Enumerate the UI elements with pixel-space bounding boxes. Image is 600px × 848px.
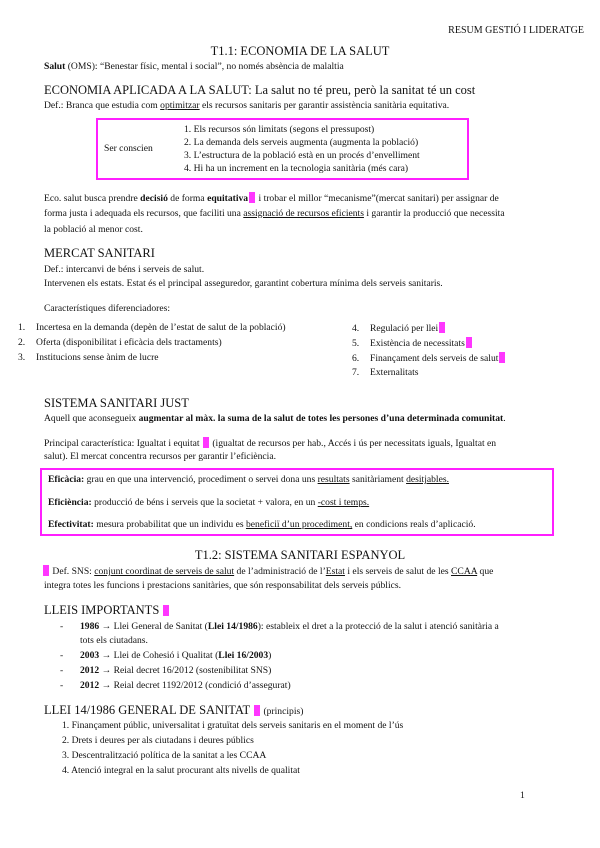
highlight-mark (163, 605, 169, 616)
llei-item: - 2012 → Reial decret 1192/2012 (condició d’assegurat) (60, 680, 291, 691)
caract-item (352, 322, 446, 335)
caract-item (352, 367, 418, 379)
text: ): estableix el dret a la protecció de la salut i atenció sanitària a (257, 621, 499, 632)
ser-conscien-item: 2. La demanda dels serveis augmenta (augmenta la població) (184, 137, 419, 148)
item-number: 6. (352, 353, 360, 364)
underlined: -cost i temps. (317, 497, 370, 508)
llei-item: - 1986 → Llei General de Sanitat (Llei 14/1986): estableix el dret a la protecció de la salut i atenció sanitària a (60, 621, 499, 632)
caract-item (18, 352, 159, 364)
item-text: Institucions sense ànim de lucre (36, 352, 159, 363)
def-post: els recursos sanitaris per garantir assistència sanitària equitativa. (199, 100, 450, 111)
item-number: 3. (18, 352, 26, 363)
text: que (477, 566, 494, 577)
principi-item: 2. Drets i deures per als ciutadans i deures públics (62, 735, 254, 746)
mercat-intervenen: Intervenen els estats. Estat és el principal asseguredor, garantint cobertura mínima dels serveis sanitaris. (44, 278, 443, 289)
text: en condicions reals d’aplicació. (352, 519, 476, 530)
year: 2003 (80, 650, 100, 661)
llei1986-heading (44, 703, 303, 718)
highlight-mark (439, 322, 445, 333)
bold-text: augmentar al màx. la suma de la salut de totes les persones d’una determinada comunitat (138, 413, 504, 424)
highlight-mark (203, 437, 209, 448)
section-title-t12: T1.2: SISTEMA SANITARI ESPANYOL (194, 548, 406, 562)
caract-item (352, 337, 473, 350)
caract-item (18, 337, 222, 349)
highlight-mark (43, 565, 49, 576)
sistema-just-line-3: salut). El mercat concentra recursos per garantir l’eficiència. (44, 451, 276, 462)
eco-salut-line-2 (44, 208, 505, 220)
text: i garantir la producció que necessita (363, 208, 505, 219)
text: . (503, 413, 506, 424)
principi-item: 3. Descentralització política de la sanitat a les CCAA (62, 750, 267, 761)
ser-conscien-item: 1. Els recursos són limitats (segons el pressupost) (184, 124, 375, 135)
text: → Llei de Cohesió i Qualitat ( (99, 650, 219, 661)
highlight-mark (466, 337, 472, 348)
principi-item: 1. Finançament públic, universalitat i gratuïtat dels serveis sanitaris en el moment de l’ús (62, 720, 404, 731)
text: de forma (167, 193, 208, 204)
text: sanitàriament (349, 474, 407, 485)
text: forma justa i adequada els recursos, que faciliti una (44, 208, 244, 219)
item-text: Regulació per llei (370, 323, 439, 334)
text: i els serveis de salut de les (344, 566, 452, 577)
eco-salut-line-3: la població al menor cost. (44, 224, 143, 235)
item-text: Existència de necessitats (370, 338, 465, 349)
lleis-heading (44, 603, 170, 617)
text: → Reial decret 1192/2012 (condició d’assegurat) (99, 680, 291, 691)
heading-text: LLEI 14/1986 GENERAL DE SANITAT (44, 703, 254, 717)
item-number: 2. (18, 337, 26, 348)
eficiencia-line (48, 497, 369, 509)
text: → Llei General de Sanitat ( (99, 621, 208, 632)
item-text: Oferta (disponibilitat i eficàcia dels tractaments) (36, 337, 222, 348)
sns-def-line-1 (42, 565, 493, 578)
text: de l’administració de l’ (234, 566, 326, 577)
highlight-mark (499, 352, 505, 363)
mercat-def: Def.: intercanvi de béns i serveis de salut. (44, 264, 205, 275)
salut-def-text: (OMS): “Benestar físic, mental i social”, no només absència de malaltia (65, 61, 344, 72)
sistema-just-line-1 (44, 413, 506, 425)
def-underlined: optimitzar (160, 100, 200, 111)
llei-item: - 2003 → Llei de Cohesió i Qualitat (Llei 16/2003) (60, 650, 272, 661)
caract-title: Característiques diferenciadores: (44, 303, 170, 314)
underlined: conjunt coordinat de serveis de salut (94, 566, 235, 577)
text: grau en que una intervenció, procediment o servei dona uns (84, 474, 318, 485)
sistema-just-line-2 (44, 437, 496, 450)
sistema-just-heading: SISTEMA SANITARI JUST (44, 396, 189, 410)
bold-decisio: decisió (140, 193, 168, 204)
llei-item-continued: tots els ciutadans. (80, 635, 148, 646)
text: Aquell que aconsegueix (44, 413, 139, 424)
efectivitat-term: Efectivitat: (48, 519, 94, 530)
eficacia-term: Eficàcia: (48, 474, 85, 485)
highlight-mark (249, 192, 255, 203)
eco-aplicada-heading: ECONOMIA APLICADA A LA SALUT: La salut no té preu, però la sanitat té un cost (44, 83, 476, 97)
mercat-heading: MERCAT SANITARI (44, 246, 155, 260)
text: (igualtat de recursos per hab., Accés i ús per necessitats iguals, Igualtat en (209, 438, 497, 449)
underlined: beneficiï d’un procediment, (245, 519, 353, 530)
year: 1986 (80, 621, 100, 632)
efectivitat-line (48, 519, 476, 531)
item-number: 1. (18, 322, 26, 333)
bold-equitativa: equitativa (207, 193, 249, 204)
eco-aplicada-def (44, 100, 449, 112)
eficiencia-term: Eficiència: (48, 497, 92, 508)
eficacia-line (48, 474, 449, 486)
underlined: Estat (325, 566, 345, 577)
def-pre: Def.: Branca que estudia com (44, 100, 161, 111)
item-text: Finançament dels serveis de salut (370, 353, 499, 364)
underlined-assignacio: assignació de recursos eficients (243, 208, 364, 219)
text: → Reial decret 16/2012 (sostenibilitat SNS) (99, 665, 272, 676)
principi-item: 4. Atenció integral en la salut procurant alts nivells de qualitat (62, 765, 300, 776)
heading-text: LLEIS IMPORTANTS (44, 603, 163, 617)
caract-item (352, 352, 506, 365)
item-number: 5. (352, 338, 360, 349)
underlined: desitjables. (406, 474, 449, 485)
text: producció de béns i serveis que la societat + valora, en un (91, 497, 318, 508)
text: mesura probabilitat que un individu es (93, 519, 246, 530)
highlight-mark (254, 705, 260, 716)
law-name: Llei 16/2003 (218, 650, 269, 661)
running-header: RESUM GESTIÓ I LIDERATGE (448, 25, 584, 36)
item-text: Externalitats (370, 367, 419, 378)
eco-salut-line-1 (44, 192, 499, 205)
salut-term: Salut (44, 61, 66, 72)
text: i trobar el millor “mecanisme”(mercat sanitari) per assignar de (256, 193, 499, 204)
ser-conscien-item: 4. Hi ha un increment en la tecnologia sanitària (més cara) (184, 163, 409, 174)
underlined: resultats (317, 474, 350, 485)
text: Eco. salut busca prendre (44, 193, 141, 204)
ser-conscien-item: 3. L’estructura de la població està en un procés d’envelliment (184, 150, 420, 161)
page-number: 1 (520, 790, 525, 801)
year: 2012 (80, 665, 100, 676)
text: ) (268, 650, 272, 661)
year: 2012 (80, 680, 100, 691)
heading-suffix: (principis) (261, 706, 304, 717)
law-name: Llei 14/1986 (207, 621, 258, 632)
ser-conscien-label: Ser conscien (104, 143, 153, 154)
caract-item (18, 322, 286, 334)
underlined: CCAA (451, 566, 478, 577)
item-number: 7. (352, 367, 360, 378)
text: Principal característica: Igualtat i equitat (44, 438, 202, 449)
llei-item: - 2012 → Reial decret 16/2012 (sostenibilitat SNS) (60, 665, 272, 676)
sns-def-line-2: integra totes les funcions i prestacions sanitàries, que són responsabilitat dels serveis públics. (44, 580, 402, 591)
text: Def. SNS: (50, 566, 95, 577)
section-title-t11: T1.1: ECONOMIA DE LA SALUT (210, 44, 390, 58)
item-number: 4. (352, 323, 360, 334)
salut-definition (44, 61, 344, 73)
item-text: Incertesa en la demanda (depèn de l’estat de salut de la població) (36, 322, 286, 333)
